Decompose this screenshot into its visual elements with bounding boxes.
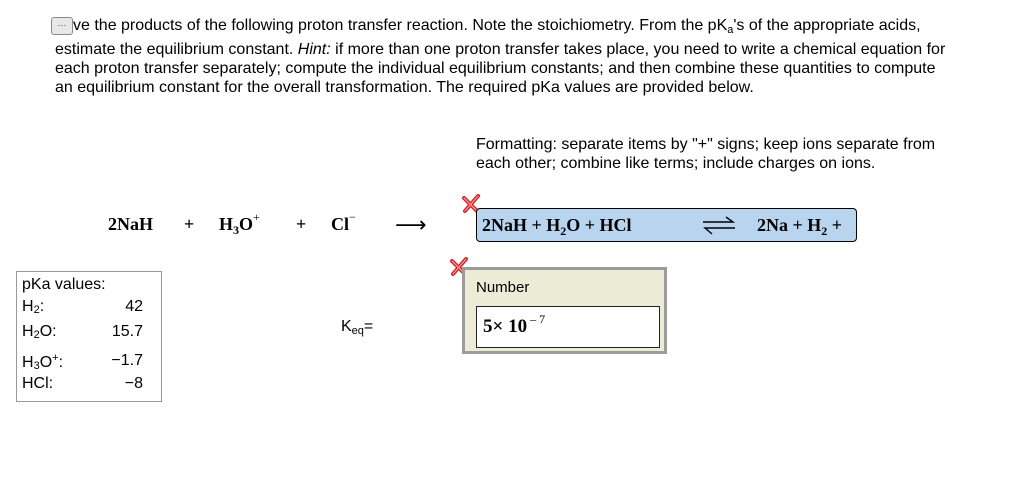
speech-bubble-icon[interactable]: ··· [51,17,73,35]
number-answer-panel [462,267,667,354]
reactant-hydronium: $H_3O^+$ [219,210,260,237]
plus-sign: + [296,214,307,234]
pka-row-h2o: H2O: 15.7 [22,323,143,341]
reactant-chloride: Cl− [331,210,356,234]
keq-number-input[interactable]: 5× 10 $^{- 7}$ [476,306,660,348]
answer-products: $2Na + H_2$ + [757,215,843,238]
formatting-note: Formatting: separate items by "+" signs; keep ions separate from each other; combine like terms; include charges on ions. [476,136,936,172]
reaction-answer-input[interactable] [476,208,857,242]
number-label: Number [476,279,530,296]
question-prompt [55,16,955,97]
reaction-arrow-icon: ⟶ [395,213,427,238]
reactant-nah: 2NaH [108,214,153,234]
pka-values-table [16,271,162,402]
pka-row-hcl: HCl: −8 [22,375,143,392]
hint-text: if more than one proton transfer takes place, you need to write a chemical equation for each proton transfer separately; compute the individual equilibrium constants; and then combine these quantities to compute an equilibrium constant for the overall transformation. The required pKa values are provided below. [55,41,946,96]
pka-row-h2: H2: 42 [22,298,143,316]
pka-row-h3o: H3O+: −1.7 [22,352,143,372]
pka-table-title: pKa values: [22,276,106,293]
pka-subscript: a [727,24,734,36]
hint-label: Hint: [297,41,331,58]
question-text [55,16,955,97]
question-continuation: 's of the appropriate acids, estimate the equilibrium constant. [55,17,921,58]
answer-reactants: $2NaH + H_2O$ + HCl [482,215,632,238]
keq-label: Keq= [341,318,374,337]
plus-sign: + [184,214,195,234]
question-lead: ve the products of the following proton transfer reaction. Note the stoichiometry. From the pK [73,17,728,34]
equilibrium-arrow-icon [699,216,739,236]
